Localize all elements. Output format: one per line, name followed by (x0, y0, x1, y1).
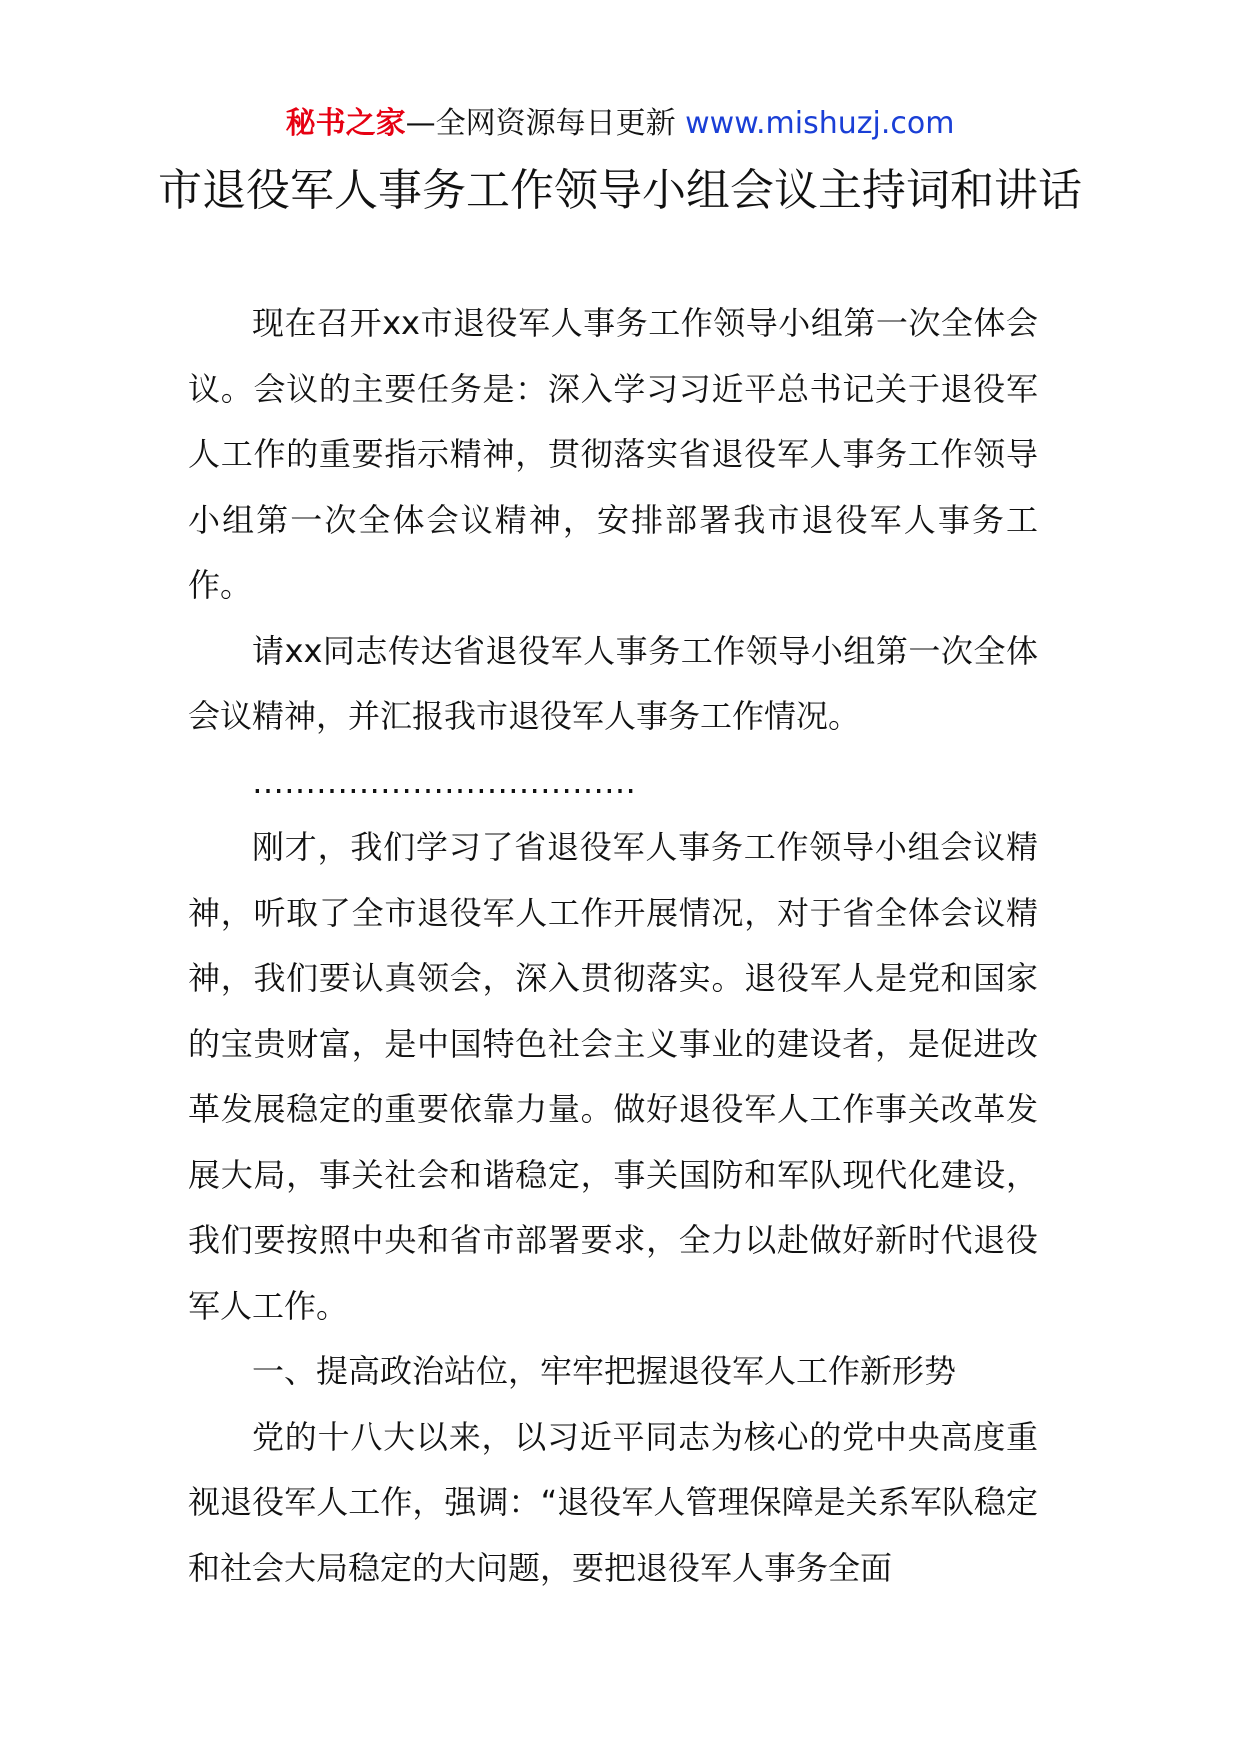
document-body (188, 291, 1038, 1601)
paragraph-section-1: 党的十八大以来，以习近平同志为核心的党中央高度重视退役军人工作，强调：“退役军人管理保障是关系军队稳定和社会大局稳定的大问题，要把退役军人事务全面 (188, 1417, 1038, 1587)
header-tagline: —全网资源每日更新 (405, 106, 676, 141)
document-title: 市退役军人事务工作领导小组会议主持词和讲话 (158, 165, 1082, 216)
paragraph-opening: 现在召开xx市退役军人事务工作领导小组第一次全体会议。会议的主要任务是：深入学习习近平总书记关于退役军人工作的重要指示精神，贯彻落实省退役军人事务工作领导小组第一次全体会议精神，安排部署我市退役军人事务工作。 (188, 304, 1038, 604)
paragraph-report-request: 请xx同志传达省退役军人事务工作领导小组第一次全体会议精神，并汇报我市退役军人事务工作情况。 (188, 631, 1038, 735)
site-url-link[interactable]: www.mishuzj.com (685, 106, 955, 141)
brand-name: 秘书之家 (285, 106, 406, 141)
paragraph-ellipsis: ……………………………… (252, 762, 636, 801)
section-heading-1: 一、提高政治站位，牢牢把握退役军人工作新形势 (252, 1352, 957, 1390)
paragraph-speech-intro: 刚才，我们学习了省退役军人事务工作领导小组会议精神，听取了全市退役军人工作开展情况，对于省全体会议精神，我们要认真领会，深入贯彻落实。退役军人是党和国家的宝贵财富，是中国特色社会主义事业的建设者，是促进改革发展稳定的重要依靠力量。做好退役军人工作事关改革发展大局，事关社会和谐稳定，事关国防和军队现代化建设，我们要按照中央和省市部署要求，全力以赴做好新时代退役军人工作。 (188, 828, 1038, 1325)
site-header (0, 100, 1240, 148)
